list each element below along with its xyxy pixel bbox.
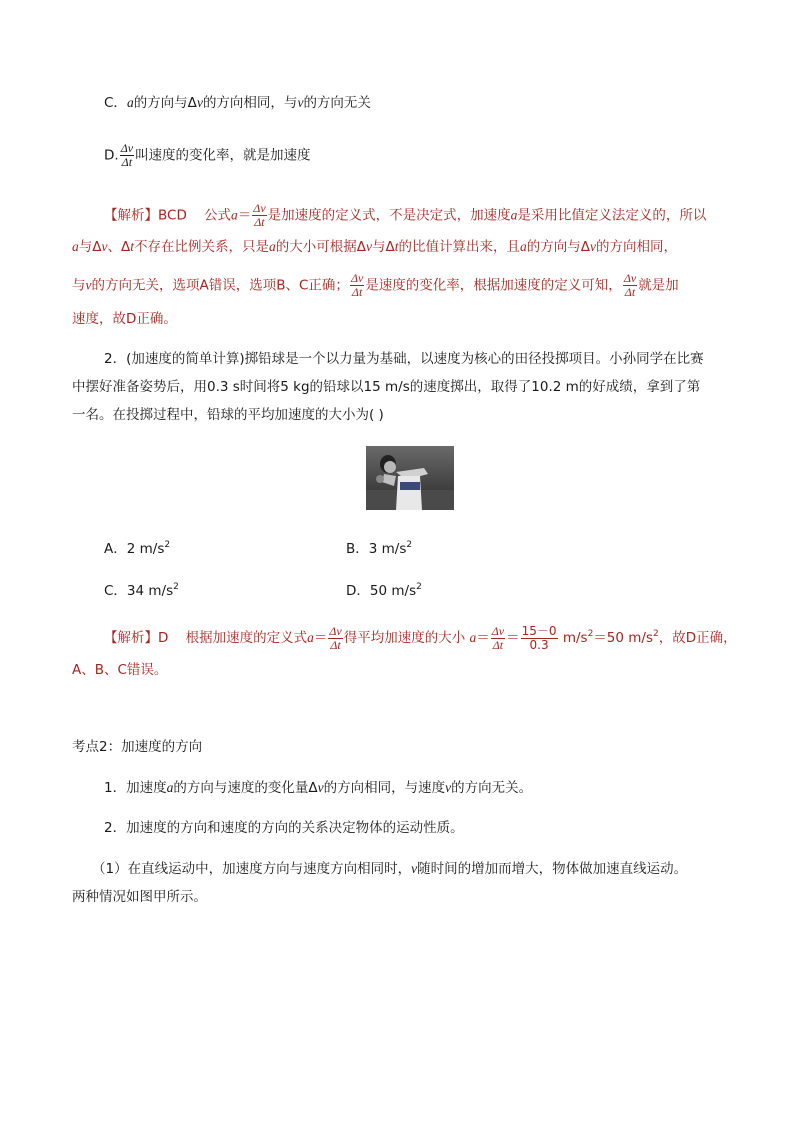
fraction [120,142,134,169]
text: 2．(加速度的简单计算)掷铅球是一个以力量为基础，以速度为核心的田径投掷项目。小孙同学在比赛 [104,351,704,367]
var-a: a [510,207,518,223]
text: 速度，故D正确。 [72,311,177,327]
var-v: v [445,780,452,795]
equals: ＝ [506,630,520,646]
option-c-prev [104,93,371,113]
kaodian-p4 [72,887,207,907]
option-d-prev [104,142,311,169]
var-v: v [101,239,108,254]
kaodian-p1 [104,778,532,798]
answer: D [158,630,169,646]
text: 与Δ [372,239,395,255]
var-a: a [307,630,314,645]
option-c [104,577,179,601]
option-a [104,535,170,559]
text: 不存在比例关系，只是 [134,239,270,255]
text: 的方向与Δ [526,239,591,255]
text: 是加速度的定义式，不是决定式，加速度 [267,207,511,224]
analysis-label: 【解析】 [104,630,158,646]
var-a: a [469,630,477,645]
fraction [328,625,342,652]
exponent: 2 [653,629,659,639]
analysis2-line1 [104,624,737,652]
numerator: Δv [350,271,364,285]
var-v: v [297,95,304,110]
text: 的方向相同，与 [202,95,298,111]
var-v: v [196,95,203,110]
kaodian-p3 [92,859,687,879]
option-c-text: C．34 m/s [104,583,174,599]
var-a: a [166,780,174,795]
var-v: v [85,277,92,293]
fraction [350,272,364,299]
text: 的方向无关。 [451,780,533,796]
text: 与 [72,277,86,294]
var-v: v [590,239,597,254]
text: 叫速度的变化率，就是加速度 [135,147,311,164]
numerator: Δv [329,623,342,638]
text: 1．加速度 [104,780,167,796]
text: ，故D正确， [658,630,737,646]
text: 的方向无关，选项A错误，选项B、C正确； [91,277,349,294]
analysis1-line3 [72,272,679,299]
shot-put-athlete-icon [366,446,454,510]
analysis2-line2 [72,660,167,680]
var-t: t [130,239,135,254]
text: 就是加 [638,277,679,294]
exponent: 2 [587,629,594,639]
text: 与Δ [78,239,102,255]
answer: BCD [158,207,187,224]
analysis-label: 【解析】 [104,207,158,224]
fraction [521,625,558,652]
option-d-text: D．50 m/s [346,583,417,599]
section-title [72,737,202,757]
denominator: Δt [624,285,636,299]
question2-line2 [72,377,700,397]
text: A、B、C错误。 [72,662,168,678]
shot-put-photo [366,446,454,510]
fraction [623,272,637,299]
var-a: a [231,207,238,223]
denominator: Δt [121,155,133,169]
question2-line3 [72,405,384,425]
unit: m/s [562,630,588,646]
text: 的方向无关 [303,95,371,111]
var-v: v [366,239,373,254]
denominator: Δt [330,637,341,652]
option-a-text: A．2 m/s [104,541,165,557]
denominator: 0.3 [529,637,549,652]
denominator: Δt [351,285,363,299]
result: ＝50 m/s [593,630,653,646]
analysis1-line4 [72,309,177,329]
var-a: a [269,239,276,254]
exponent: 2 [416,582,422,592]
var-a: a [72,239,79,254]
exponent: 2 [164,540,171,550]
option-b [346,535,412,559]
text: 的大小可根据Δ [275,239,367,255]
equals: ＝ [476,630,490,646]
analysis1-line1 [104,202,706,229]
var-v: v [317,780,324,795]
text: 两种情况如图甲所示。 [72,889,207,905]
kaodian-p2 [104,818,464,838]
equals: ＝ [237,207,252,224]
analysis1-line2 [72,237,677,257]
text: 的方向与Δ [133,95,197,111]
exponent: 2 [173,582,179,592]
numerator: 15－0 [521,623,557,638]
text: 是采用比值定义法定义的，所以 [517,207,707,224]
text: 、Δ [107,239,131,255]
denominator: Δt [492,637,504,652]
var-v: v [411,861,418,876]
numerator: Δv [253,201,266,215]
text: 公式 [204,207,232,224]
option-c-prefix: C． [104,95,127,111]
text: 随时间的增加而增大，物体做加速直线运动。 [417,861,688,877]
text: 得平均加速度的大小 [343,630,466,646]
denominator: Δt [254,215,265,229]
text: 考点2：加速度的方向 [72,739,203,755]
text: 是速度的变化率，根据加速度的定义可知， [365,277,622,294]
var-a: a [520,239,527,254]
option-b-text: B．3 m/s [346,541,407,557]
text: 的方向相同，与速度 [323,780,446,796]
option-d [346,577,422,601]
numerator: Δv [623,271,637,285]
text: 一名。在投掷过程中，铅球的平均加速度的大小为( ) [72,407,384,423]
equals: ＝ [313,630,328,646]
text: 根据加速度的定义式 [185,630,308,646]
question2-line1 [104,349,704,369]
text: 2．加速度的方向和速度的方向的关系决定物体的运动性质。 [104,820,464,836]
exponent: 2 [406,540,413,550]
text: 的比值计算出来，且 [398,239,521,255]
numerator: Δv [120,141,134,155]
text: （1）在直线运动中，加速度方向与速度方向相同时， [92,861,412,877]
text: 中摆好准备姿势后，用0.3 s时间将5 kg的铅球以15 m/s的速度掷出，取得了10.2 m的好成绩，拿到了第 [72,379,701,395]
fraction [491,625,505,652]
text: 的方向与速度的变化量Δ [173,780,318,796]
fraction [252,202,266,229]
var-a: a [126,95,134,110]
var-t: t [394,239,399,254]
numerator: Δv [491,623,505,638]
text: 的方向相同， [596,239,678,255]
option-d-prefix: D. [104,147,119,164]
